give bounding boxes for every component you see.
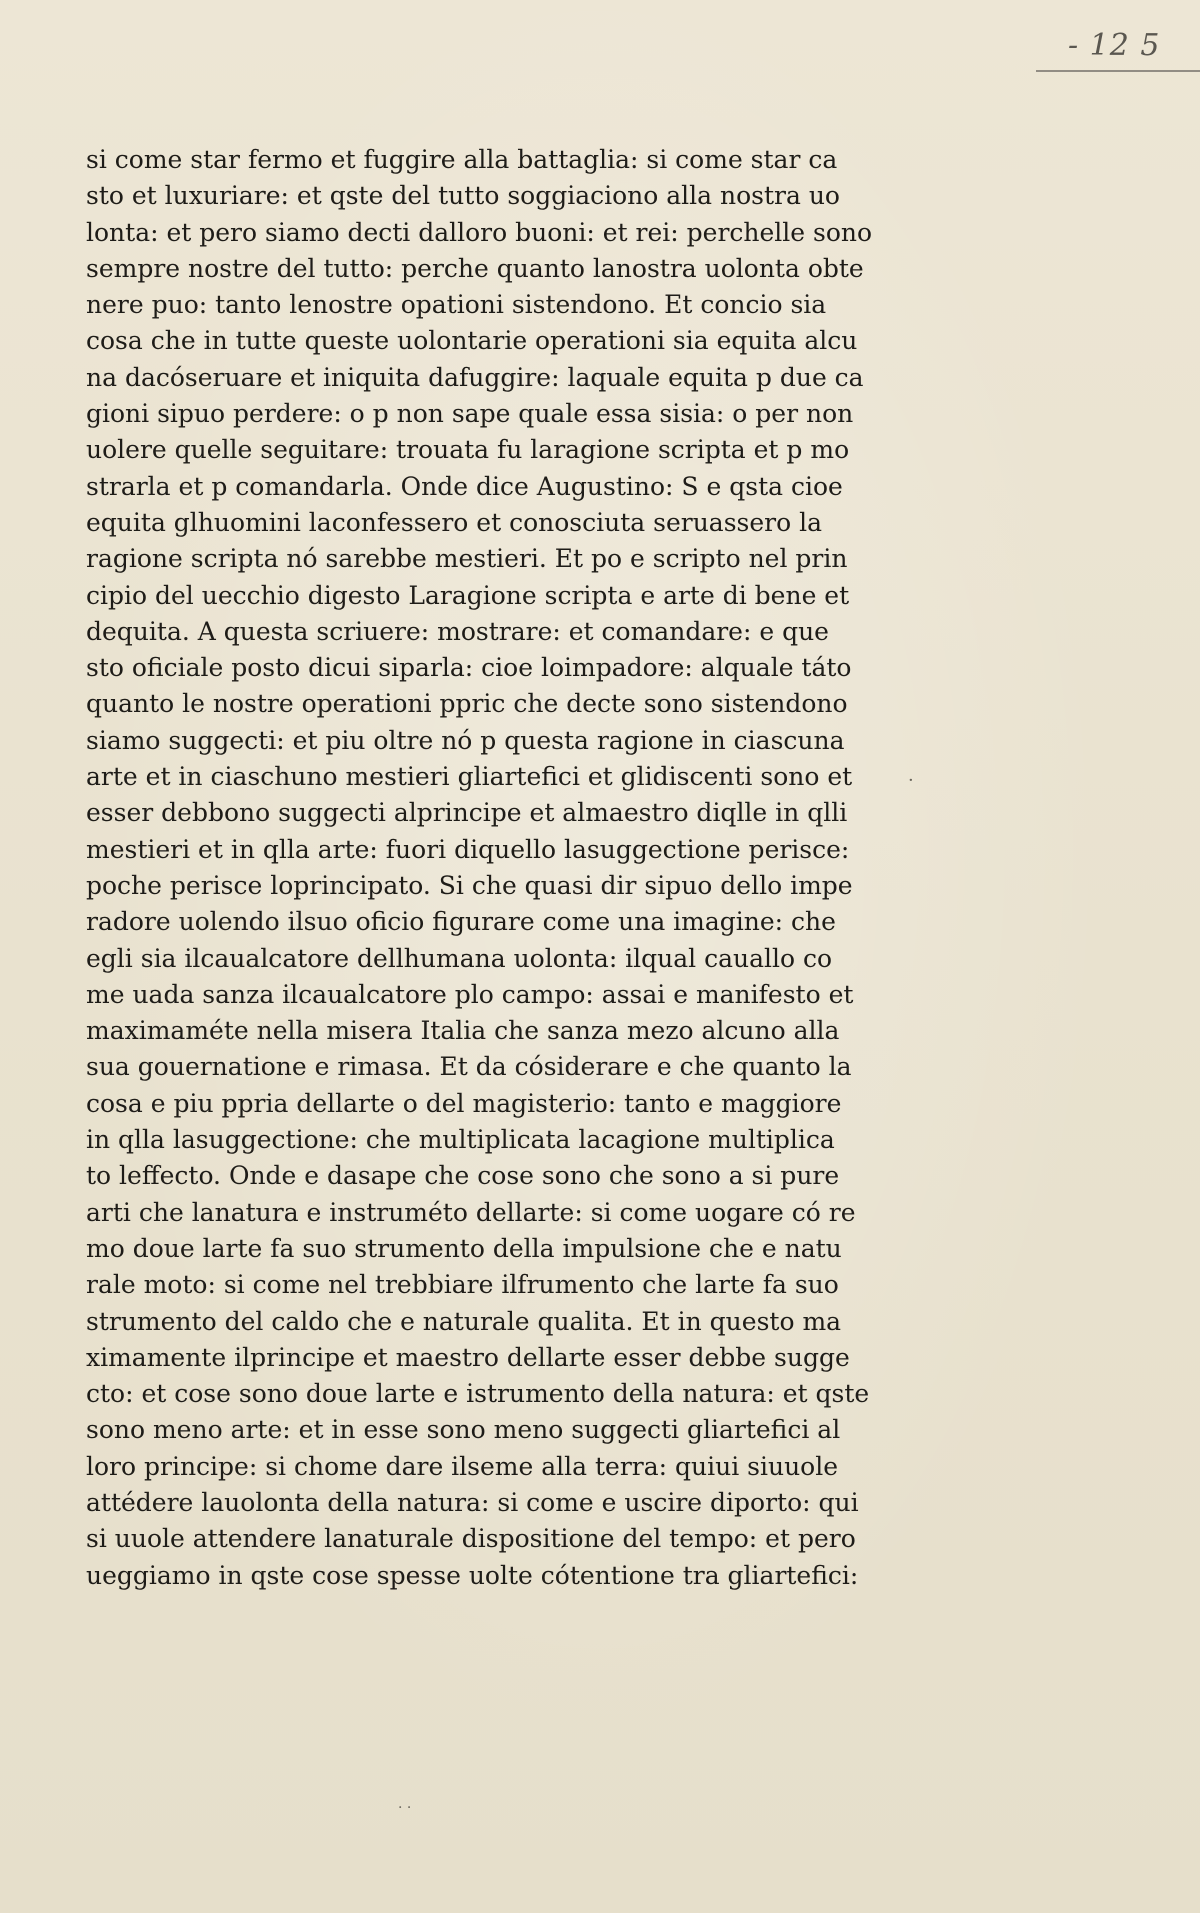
text-line: sto et luxuriare: et qste del tutto soggiaciono alla nostra uo	[86, 181, 840, 211]
text-line: na dacóseruare et iniquita dafuggire: laquale equita p due ca	[86, 362, 864, 392]
text-line: sto oficiale posto dicui siparla: cioe loimpadore: alquale táto	[86, 653, 852, 683]
text-line: attédere lauolonta della natura: si come e uscire diporto: qui	[86, 1487, 859, 1517]
text-line: cosa e piu ppria dellarte o del magisterio: tanto e maggiore	[86, 1088, 842, 1118]
text-line: si uuole attendere lanaturale dispositione del tempo: et pero	[86, 1524, 856, 1554]
text-line: ragione scripta nó sarebbe mestieri. Et po e scripto nel prin	[86, 544, 848, 574]
folio-rule	[1036, 70, 1200, 72]
folio-number: - 12 5	[1068, 28, 1161, 63]
text-line: esser debbono suggecti alprincipe et almaestro diqlle in qlli	[86, 798, 848, 828]
text-line: sono meno arte: et in esse sono meno suggecti gliartefici al	[86, 1415, 841, 1445]
text-line: maximaméte nella misera Italia che sanza mezo alcuno alla	[86, 1016, 840, 1046]
text-line: uolere quelle seguitare: trouata fu laragione scripta et p mo	[86, 435, 850, 465]
text-line: equita glhuomini laconfessero et conosciuta seruassero la	[86, 507, 822, 537]
text-line: arte et in ciaschuno mestieri gliartefici et glidiscenti sono et	[86, 762, 853, 792]
text-line: siamo suggecti: et piu oltre nó p questa ragione in ciascuna	[86, 725, 845, 755]
text-line: nere puo: tanto lenostre opationi sistendono. Et concio sia	[86, 290, 827, 320]
text-block	[86, 142, 906, 1594]
text-line: rale moto: si come nel trebbiare ilfrumento che larte fa suo	[86, 1270, 839, 1300]
text-line: sempre nostre del tutto: perche quanto lanostra uolonta obte	[86, 253, 864, 283]
text-line: gioni sipuo perdere: o p non sape quale essa sisia: o per non	[86, 399, 854, 429]
text-line: dequita. A questa scriuere: mostrare: et comandare: e que	[86, 616, 829, 646]
margin-dot: ·	[908, 770, 914, 791]
text-line: strarla et p comandarla. Onde dice Augustino: S e qsta cioe	[86, 471, 843, 501]
text-line: me uada sanza ilcaualcatore plo campo: assai e manifesto et	[86, 979, 854, 1009]
text-line: poche perisce loprincipato. Si che quasi dir sipuo dello impe	[86, 870, 853, 900]
text-line: strumento del caldo che e naturale qualita. Et in questo ma	[86, 1306, 842, 1336]
text-line: arti che lanatura e instruméto dellarte: si come uogare có re	[86, 1197, 856, 1227]
text-line: sua gouernatione e rimasa. Et da cósiderare e che quanto la	[86, 1052, 852, 1082]
text-line: to leffecto. Onde e dasape che cose sono che sono a si pure	[86, 1161, 840, 1191]
text-line: ueggiamo in qste cose spesse uolte cótentione tra gliartefici:	[86, 1560, 859, 1590]
text-line: in qlla lasuggectione: che multiplicata lacagione multiplica	[86, 1125, 835, 1155]
text-line: mestieri et in qlla arte: fuori diquello lasuggectione perisce:	[86, 834, 850, 864]
text-line: quanto le nostre operationi ppric che decte sono sistendono	[86, 689, 848, 719]
text-line: egli sia ilcaualcatore dellhumana uolonta: ilqual cauallo co	[86, 943, 833, 973]
text-line: radore uolendo ilsuo oficio figurare come una imagine: che	[86, 907, 836, 937]
bottom-ink-marks: · ·	[398, 1800, 412, 1816]
text-line: lonta: et pero siamo decti dalloro buoni: et rei: perchelle sono	[86, 217, 873, 247]
text-line: ximamente ilprincipe et maestro dellarte esser debbe sugge	[86, 1342, 850, 1372]
text-line: loro principe: si chome dare ilseme alla terra: quiui siuuole	[86, 1451, 839, 1481]
text-line: si come star fermo et fuggire alla battaglia: si come star ca	[86, 145, 838, 174]
text-line: cosa che in tutte queste uolontarie operationi sia equita alcu	[86, 326, 858, 356]
text-line: mo doue larte fa suo strumento della impulsione che e natu	[86, 1233, 842, 1263]
text-line: cto: et cose sono doue larte e istrumento della natura: et qste	[86, 1379, 870, 1409]
text-line: cipio del uecchio digesto Laragione scripta e arte di bene et	[86, 580, 850, 610]
